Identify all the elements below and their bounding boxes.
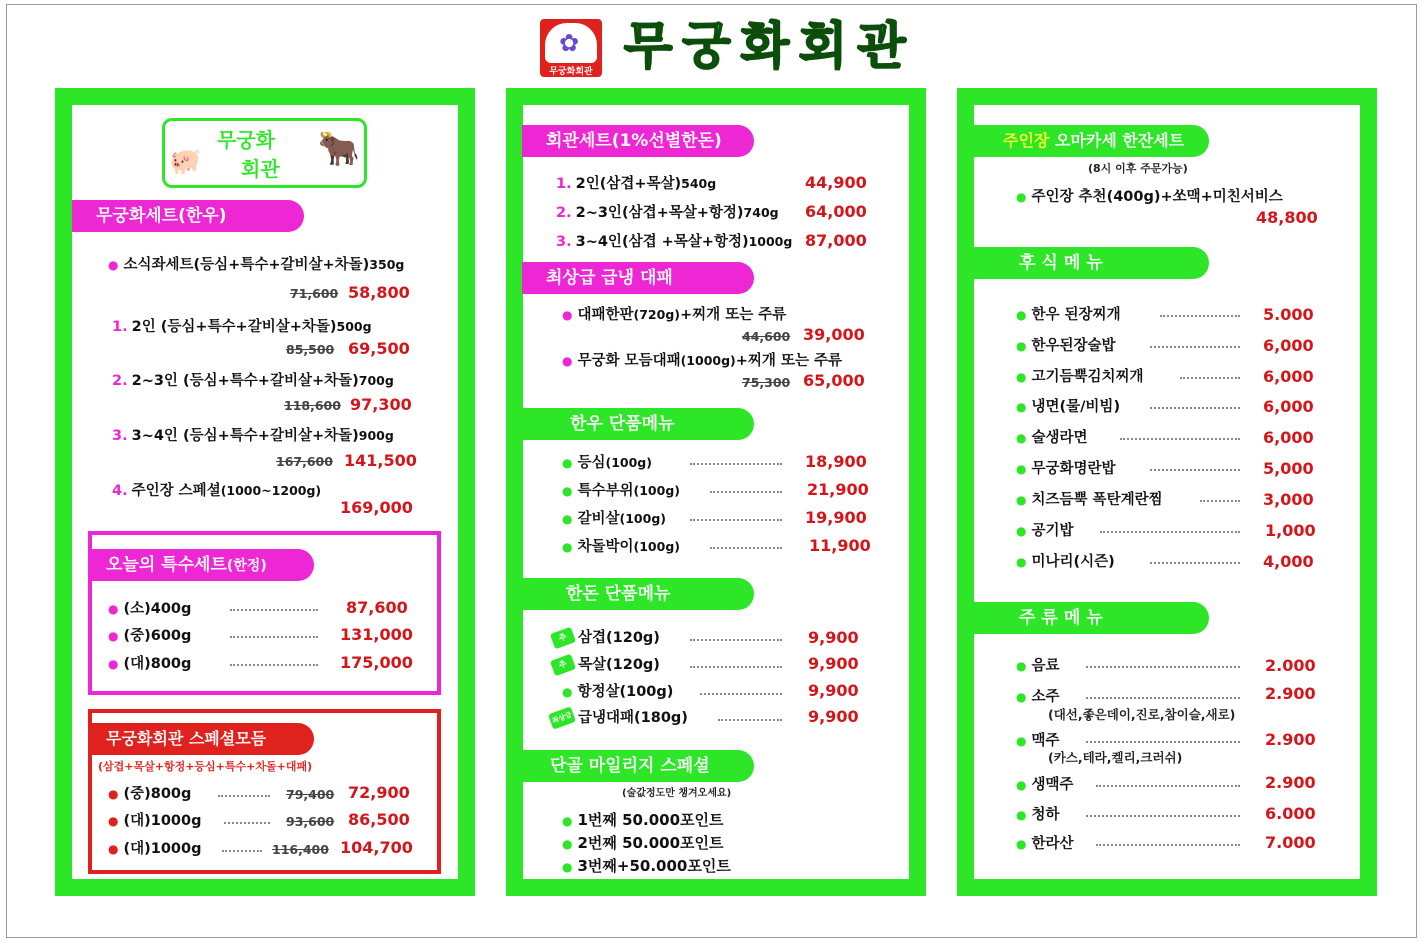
- menu-item: ● 음료: [1016, 658, 1060, 674]
- menu-item: ● 차돌박이(100g): [562, 539, 680, 555]
- price: 6,000: [1263, 367, 1314, 386]
- dot-leader: [690, 666, 782, 668]
- dot-leader: [718, 719, 782, 721]
- section-tab-hoegwan-set: 회관세트(1%선별한돈): [522, 125, 754, 157]
- price: 86,500: [348, 810, 410, 829]
- section-tab-food: 후식메뉴: [973, 247, 1209, 279]
- menu-item: ● 미나리(시즌): [1016, 554, 1115, 570]
- price: 1,000: [1265, 521, 1316, 540]
- price: 2.900: [1265, 773, 1316, 792]
- price: 6,000: [1263, 428, 1314, 447]
- menu-item: ● 맥주: [1016, 733, 1060, 749]
- price: 9,900: [808, 628, 859, 647]
- menu-item: ● 소식좌세트(등심+특수+갈비살+차돌)350g: [108, 257, 405, 273]
- price: 58,800: [348, 283, 410, 302]
- menu-item: ● 항정살(100g): [562, 684, 674, 700]
- dot-leader: [710, 491, 782, 493]
- menu-item: ● 냉면(물/비빔): [1016, 399, 1121, 415]
- dot-leader: [1086, 815, 1240, 817]
- price: 64,000: [805, 202, 867, 221]
- price: 11,900: [809, 536, 871, 555]
- section-tab-mix: 무궁화회관 스페셜모듬: [92, 723, 314, 755]
- dot-leader: [1150, 407, 1240, 409]
- menu-item: 추 목살(120g): [552, 656, 660, 674]
- dot-leader: [1086, 741, 1240, 743]
- price: 9,900: [808, 654, 859, 673]
- menu-item: ● (대)1000g: [108, 841, 202, 857]
- menu-item: 1. 2인 (등심+특수+갈비살+차돌)500g: [112, 319, 372, 335]
- drink-brands: (대선,좋은데이,진로,참이슬,새로): [1048, 707, 1236, 722]
- menu-item: ● 1번째 50.000포인트: [562, 811, 724, 829]
- old-price: 167,600: [276, 454, 333, 469]
- dot-leader: [230, 664, 318, 666]
- brand-title: 무궁화회관: [624, 17, 916, 75]
- price: 2.900: [1265, 730, 1316, 749]
- dot-leader: [1096, 844, 1240, 846]
- menu-item: 3. 3~4인(삼겹 +목살+항정)1000g: [556, 234, 793, 250]
- price: 6.000: [1265, 804, 1316, 823]
- menu-item: ● (대)800g: [108, 656, 192, 672]
- dot-leader: [690, 639, 782, 641]
- section-tab-daepae: 최상급 급냉 대패: [522, 262, 754, 294]
- menu-item: ● (소)400g: [108, 601, 192, 617]
- price: 9,900: [808, 681, 859, 700]
- price: 39,000: [803, 325, 865, 344]
- pig-icon: 🐖: [169, 147, 202, 177]
- menu-item: ● (중)600g: [108, 628, 192, 644]
- menu-item: 4. 주인장 스페셜(1000~1200g): [112, 483, 322, 499]
- price: 4,000: [1263, 552, 1314, 571]
- dot-leader: [218, 795, 270, 797]
- dot-leader: [1150, 469, 1240, 471]
- old-price: 71,600: [290, 286, 339, 301]
- price: 141,500: [344, 451, 417, 470]
- price: 21,900: [807, 480, 869, 499]
- price: 69,500: [348, 339, 410, 358]
- hanu-logo: 🐖 무궁화 회관 🐂: [162, 118, 367, 188]
- price: 5,000: [1263, 459, 1314, 478]
- price: 6,000: [1263, 336, 1314, 355]
- mugunghwa-flower-icon: ✿: [559, 29, 580, 57]
- price: 87,600: [346, 598, 408, 617]
- menu-item: 추 삼겹(120g): [552, 629, 660, 647]
- dot-leader: [690, 519, 782, 521]
- logo-caption: 무궁화회관: [549, 67, 593, 77]
- menu-item: ● 2번째 50.000포인트: [562, 834, 724, 852]
- section-tab-omakase: 주인장 오마카세 한잔세트: [973, 125, 1209, 157]
- price: 48,800: [1256, 208, 1318, 227]
- old-price: 44,600: [742, 329, 791, 344]
- price: 19,900: [805, 508, 867, 527]
- drink-brands: (카스,테라,켈리,크러쉬): [1048, 750, 1183, 765]
- menu-item: 최상급 급냉대패(180g): [550, 709, 688, 727]
- dot-leader: [1086, 697, 1240, 699]
- menu-item: ● 등심(100g): [562, 455, 652, 471]
- menu-item: ● 소주: [1016, 689, 1060, 705]
- price: 5.000: [1263, 305, 1314, 324]
- dot-leader: [224, 822, 270, 824]
- dot-leader: [222, 850, 262, 852]
- dot-leader: [1180, 377, 1240, 379]
- dot-leader: [710, 547, 782, 549]
- brand-logo: [540, 19, 602, 77]
- omakase-note: (8시 이후 주문가능): [1088, 162, 1188, 175]
- dot-leader: [1086, 666, 1240, 668]
- menu-item: ● 치즈듬뿍 폭탄계란찜: [1016, 492, 1163, 508]
- price: 18,900: [805, 452, 867, 471]
- menu-item: 1. 2인(삼겹+목살)540g: [556, 176, 717, 192]
- dot-leader: [1100, 531, 1240, 533]
- section-tab-handon: 한돈 단품메뉴: [522, 578, 754, 610]
- price: 7.000: [1265, 833, 1316, 852]
- menu-item: ● 주인장 추천(400g)+쏘맥+미친서비스: [1016, 189, 1283, 205]
- menu-item: ● 3번째+50.000포인트: [562, 857, 731, 875]
- section-tab-mileage: 단골 마일리지 스페셜: [522, 750, 754, 782]
- mix-note: (삼겹+목살+항정+등심+특수+차돌+대패): [98, 760, 313, 773]
- old-price: 116,400: [272, 842, 329, 857]
- menu-item: ● 한우 된장찌개: [1016, 307, 1121, 323]
- menu-item: ● 고기듬뿍김치찌개: [1016, 369, 1144, 385]
- menu-item: ● 갈비살(100g): [562, 511, 666, 527]
- price: 2.900: [1265, 684, 1316, 703]
- dot-leader: [1150, 346, 1240, 348]
- price: 2.000: [1265, 656, 1316, 675]
- price: 44,900: [805, 173, 867, 192]
- menu-item: ● 청하: [1016, 807, 1060, 823]
- old-price: 118,600: [284, 398, 341, 413]
- price: 175,000: [340, 653, 413, 672]
- recommend-tag: 추: [550, 627, 576, 650]
- section-tab-hanu-set: 무궁화세트(한우): [72, 200, 304, 232]
- menu-item: 2. 2~3인 (등심+특수+갈비살+차돌)700g: [112, 373, 394, 389]
- cow-icon: 🐂: [317, 129, 360, 169]
- price: 3,000: [1263, 490, 1314, 509]
- dot-leader: [1160, 315, 1240, 317]
- menu-item: ● 한라산: [1016, 836, 1074, 852]
- old-price: 79,400: [286, 787, 335, 802]
- price: 6,000: [1263, 397, 1314, 416]
- dot-leader: [1096, 785, 1240, 787]
- menu-item: ● 무궁화명란밥: [1016, 461, 1116, 477]
- recommend-tag: 추: [550, 654, 576, 677]
- menu-item: ● (대)1000g: [108, 813, 202, 829]
- dot-leader: [690, 463, 782, 465]
- price: 169,000: [340, 498, 413, 517]
- dot-leader: [230, 636, 318, 638]
- old-price: 75,300: [742, 375, 791, 390]
- section-tab-hanu-single: 한우 단품메뉴: [522, 408, 754, 440]
- menu-item: ● 특수부위(100g): [562, 483, 680, 499]
- premium-tag: 최상급: [548, 706, 576, 729]
- old-price: 93,600: [286, 814, 335, 829]
- price: 131,000: [340, 625, 413, 644]
- price: 104,700: [340, 838, 413, 857]
- dot-leader: [1150, 562, 1240, 564]
- dot-leader: [1120, 438, 1240, 440]
- dot-leader: [230, 609, 318, 611]
- dot-leader: [700, 693, 782, 695]
- mileage-note: (술값정도만 챙겨오세요): [622, 788, 732, 799]
- menu-item: 2. 2~3인(삼겹+목살+항정)740g: [556, 205, 779, 221]
- price: 87,000: [805, 231, 867, 250]
- price: 72,900: [348, 783, 410, 802]
- section-tab-drinks: 주류메뉴: [973, 602, 1209, 634]
- old-price: 85,500: [286, 342, 335, 357]
- dot-leader: [1200, 500, 1240, 502]
- price: 9,900: [808, 707, 859, 726]
- menu-item: ● 한우된장술밥: [1016, 338, 1116, 354]
- price: 65,000: [803, 371, 865, 390]
- menu-item: ● 생맥주: [1016, 777, 1074, 793]
- menu-item: ● 대패한판(720g)+찌개 또는 주류: [562, 307, 787, 323]
- menu-item: ● 공기밥: [1016, 523, 1074, 539]
- price: 97,300: [350, 395, 412, 414]
- menu-item: ● 무궁화 모듬대패(1000g)+찌개 또는 주류: [562, 353, 843, 369]
- menu-item: 3. 3~4인 (등심+특수+갈비살+차돌)900g: [112, 428, 394, 444]
- menu-item: ● 술생라면: [1016, 430, 1088, 446]
- section-tab-special: 오늘의 특수세트(한정): [92, 549, 314, 581]
- menu-item: ● (중)800g: [108, 786, 192, 802]
